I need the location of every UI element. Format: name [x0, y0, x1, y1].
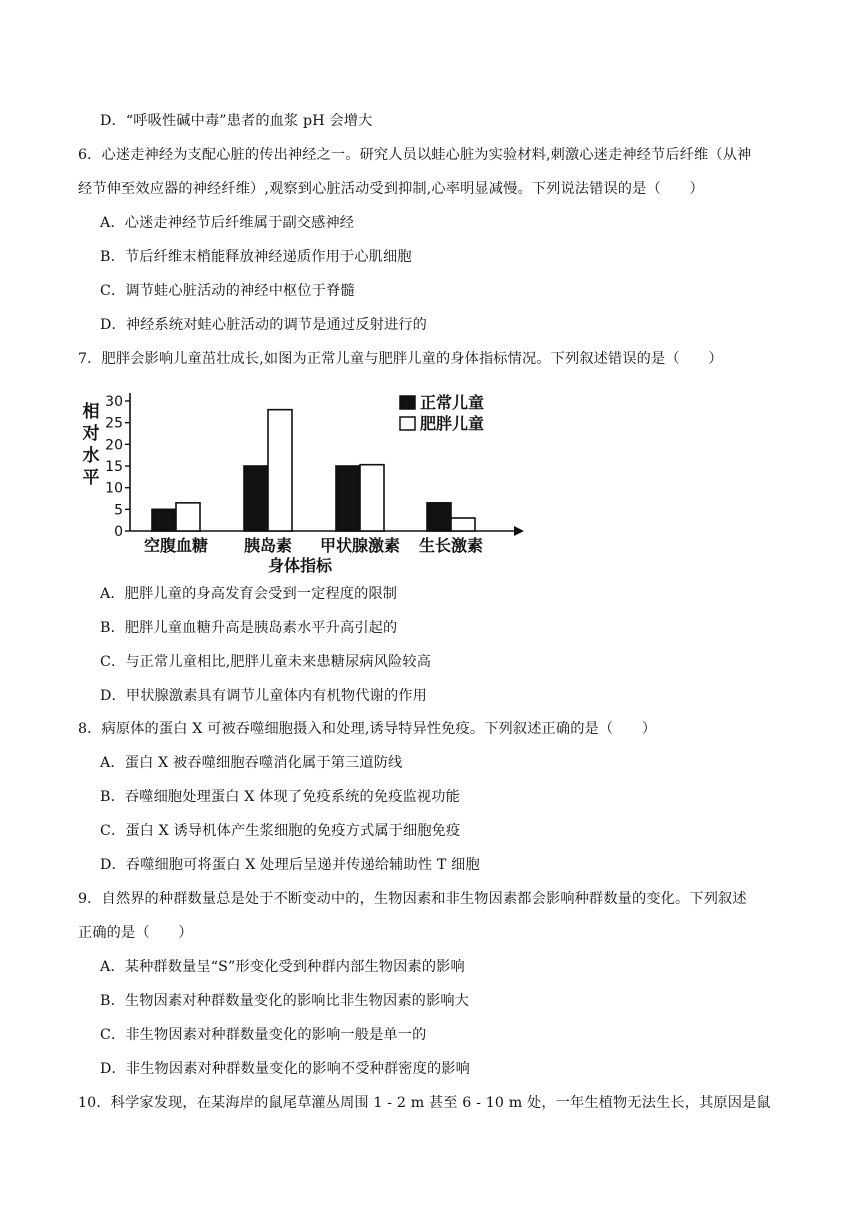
q5-option-d: D．“呼吸性碱中毒”患者的血浆 pH 会增大: [100, 113, 373, 129]
q8-option-a: A．蛋白 X 被吞噬细胞吞噬消化属于第三道防线: [100, 755, 403, 771]
q8-stem: 8．病原体的蛋白 X 可被吞噬细胞摄入和处理,诱导特异性免疫。下列叙述正确的是（ ）: [78, 721, 657, 737]
q6-option-b: B．节后纤维末梢能释放神经递质作用于心肌细胞: [100, 249, 412, 265]
y-tick-label: 5: [114, 502, 123, 519]
x-tick-label: 生长激素: [418, 536, 484, 555]
q6-option-c: C．调节蛙心脏活动的神经中枢位于脊髓: [100, 283, 355, 299]
q7-option-d: D．甲状腺激素具有调节儿童体内有机物代谢的作用: [100, 688, 427, 704]
bar-normal: [152, 509, 176, 531]
q9-option-b: B．生物因素对种群数量变化的影响比非生物因素的影响大: [100, 993, 470, 1009]
x-axis-arrow: [514, 526, 524, 536]
legend-swatch: [400, 417, 415, 430]
x-tick-label: 空腹血糖: [143, 536, 209, 555]
q9-option-d: D．非生物因素对种群数量变化的影响不受种群密度的影响: [100, 1061, 470, 1077]
q6-option-d: D．神经系统对蛙心脏活动的调节是通过反射进行的: [100, 317, 427, 333]
bar-obese: [176, 503, 200, 531]
y-tick-label: 25: [105, 415, 123, 432]
bar-normal: [244, 466, 268, 531]
q9-option-a: A．某种群数量呈“S”形变化受到种群内部生物因素的影响: [100, 959, 465, 975]
y-tick-label: 0: [114, 524, 123, 540]
q7-option-a: A．肥胖儿童的身高发育会受到一定程度的限制: [100, 586, 398, 602]
q7-option-b: B．肥胖儿童血糖升高是胰岛素水平升高引起的: [100, 620, 398, 636]
bar-obese: [268, 410, 292, 531]
bar-obese: [451, 518, 475, 531]
y-axis-label-char: 对: [82, 424, 100, 444]
y-axis-label-char: 相: [82, 402, 100, 422]
q8-option-d: D．吞噬细胞可将蛋白 X 处理后呈递并传递给辅助性 T 细胞: [100, 857, 480, 873]
bar-normal: [336, 466, 360, 531]
q9-option-c: C．非生物因素对种群数量变化的影响一般是单一的: [100, 1027, 427, 1043]
y-axis-label-char: 水: [82, 446, 100, 466]
x-tick-label: 胰岛素: [243, 536, 293, 555]
y-tick-label: 20: [105, 437, 123, 454]
q9-stem-line2: 正确的是（ ）: [78, 925, 193, 941]
y-tick-label: 15: [105, 459, 123, 475]
legend-label: 肥胖儿童: [420, 414, 485, 433]
legend-swatch: [400, 396, 415, 409]
q8-option-b: B．吞噬细胞处理蛋白 X 体现了免疫系统的免疫监视功能: [100, 789, 460, 805]
q6-stem-line1: 6．心迷走神经为支配心脏的传出神经之一。研究人员以蛙心脏为实验材料,刺激心迷走神经节后纤维（从神: [78, 147, 752, 163]
q6-option-a: A．心迷走神经节后纤维属于副交感神经: [100, 215, 355, 231]
bar-normal: [427, 503, 451, 531]
q9-stem-line1: 9．自然界的种群数量总是处于不断变动中的，生物因素和非生物因素都会影响种群数量的变化。下列叙述: [78, 891, 747, 907]
y-tick-label: 10: [105, 480, 123, 497]
q7-stem: 7．肥胖会影响儿童茁壮成长,如图为正常儿童与肥胖儿童的身体指标情况。下列叙述错误的是（ ）: [78, 351, 723, 367]
y-tick-label: 30: [105, 394, 123, 410]
q8-option-c: C．蛋白 X 诱导机体产生浆细胞的免疫方式属于细胞免疫: [100, 823, 461, 839]
x-axis-label: 身体指标: [267, 556, 333, 575]
body-index-bar-chart: [78, 385, 538, 575]
bar-obese: [360, 465, 384, 531]
y-axis-label-char: 平: [82, 468, 100, 488]
x-tick-label: 甲状腺激素: [319, 536, 401, 555]
q10-stem-line1: 10．科学家发现，在某海岸的鼠尾草灌丛周围 1 - 2 m 甚至 6 - 10 m 处，一年生植物无法生长，其原因是鼠: [78, 1095, 771, 1111]
q7-option-c: C．与正常儿童相比,肥胖儿童未来患糖尿病风险较高: [100, 654, 432, 670]
q6-stem-line2: 经节伸至效应器的神经纤维）,观察到心脏活动受到抑制,心率明显减慢。下列说法错误的是（ ）: [78, 181, 704, 197]
legend-label: 正常儿童: [420, 393, 485, 412]
